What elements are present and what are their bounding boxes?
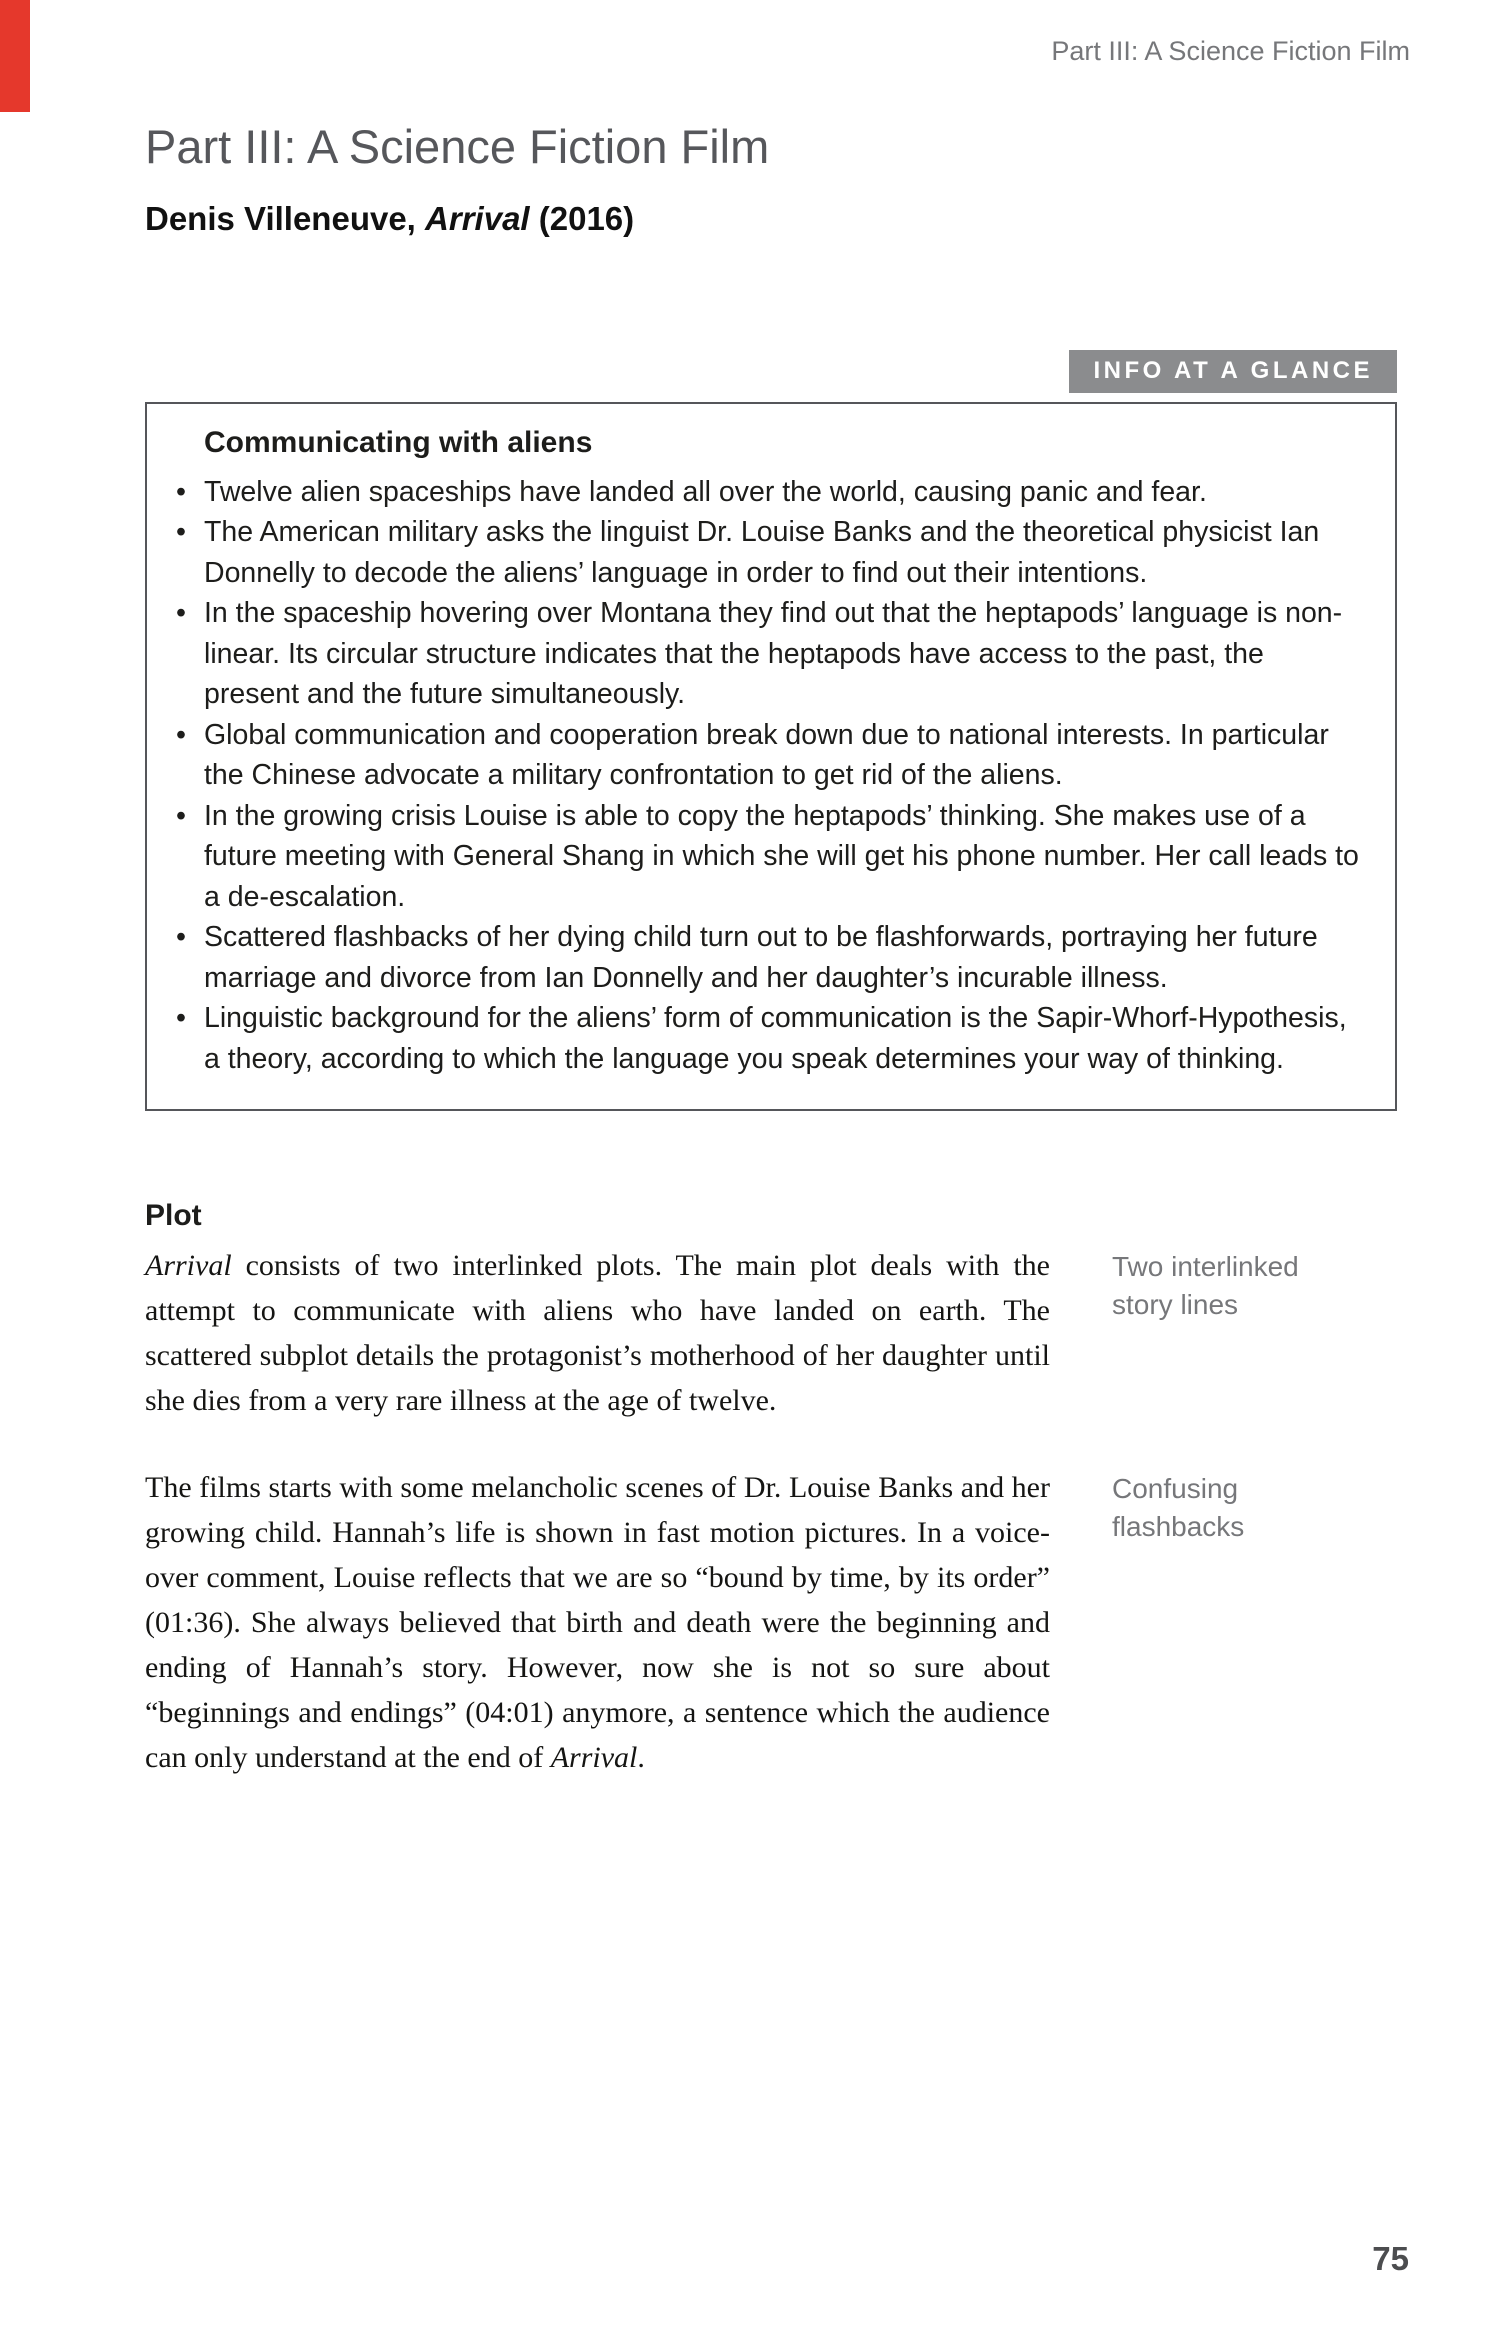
plot-paragraph-row <box>145 1465 1410 1780</box>
list-item: • Scattered flashbacks of her dying child turn out to be flashforwards, portraying her future marriage and divorce from Ian Donnelly and her daughter’s incurable illness. <box>174 917 1365 998</box>
margin-note: Confusing flashbacks <box>1112 1473 1245 1542</box>
plot-paragraph-2 <box>145 1465 1050 1780</box>
subtitle-film-title: Arrival <box>425 200 530 237</box>
info-tab-row <box>145 350 1410 393</box>
plot-heading: Plot <box>145 1199 202 1233</box>
page-edge-marker <box>0 0 30 112</box>
plot-paragraph-1 <box>145 1243 1050 1423</box>
list-item: • Linguistic background for the aliens’ form of communication is the Sapir-Whorf-Hypothesis, a theory, according to which the language you speak determines your way of thinking. <box>174 998 1365 1079</box>
plot-paragraph-row <box>145 1243 1410 1423</box>
page-content <box>0 36 1509 1780</box>
list-item: • The American military asks the linguist Dr. Louise Banks and the theoretical physicist Ian Donnelly to decode the aliens’ language in order to find out their intentions. <box>174 512 1365 593</box>
list-item: • Global communication and cooperation break down due to national interests. In particular the Chinese advocate a military confrontation to get rid of the aliens. <box>174 715 1365 796</box>
subtitle-suffix: (2016) <box>529 200 635 237</box>
paragraph-text: The films starts with some melancholic scenes of Dr. Louise Banks and her growing child. Hannah’s life is shown in fast motion pictures. In a voice-over comment, Louise reflects that we are so “bound by time, by its order” (01:36). She always believed that birth and death were the beginning and ending of Hannah’s story. However, now she is not so sure about “beginnings and endings” (04:01) anymore, a sentence which the audience can only understand at the end of <box>145 1471 1050 1775</box>
film-title-italic: Arrival <box>550 1741 638 1775</box>
plot-section <box>145 1199 1410 1780</box>
paragraph-text: consists of two interlinked plots. The main plot deals with the attempt to communicate with aliens who have landed on earth. The scattered subplot details the protagonist’s motherhood of her daughter until she dies from a very rare illness at the age of twelve. <box>145 1249 1050 1418</box>
chapter-subtitle <box>145 200 1410 238</box>
list-item: • In the growing crisis Louise is able to copy the heptapods’ thinking. She makes use of a future meeting with General Shang in which she will get his phone number. Her call leads to a de-escalation. <box>174 796 1365 917</box>
film-title-italic: Arrival <box>145 1249 232 1283</box>
paragraph-period: . <box>637 1741 645 1775</box>
list-item: • Twelve alien spaceships have landed all over the world, causing panic and fear. <box>174 472 1365 512</box>
info-at-a-glance-tab: INFO AT A GLANCE <box>1069 350 1397 393</box>
page-title: Part III: A Science Fiction Film <box>145 120 770 173</box>
info-box <box>145 402 1397 1111</box>
page-number: 75 <box>1372 2240 1409 2277</box>
margin-note: Two interlinked story lines <box>1112 1251 1299 1320</box>
list-item: • In the spaceship hovering over Montana they find out that the heptapods’ language is non-linear. Its circular structure indicates that the heptapods have access to the past, the present and the future simultaneously. <box>174 593 1365 714</box>
info-bullet-list <box>174 472 1365 1079</box>
running-header: Part III: A Science Fiction Film <box>1051 36 1410 66</box>
info-box-heading: Communicating with aliens <box>204 426 593 459</box>
subtitle-prefix: Denis Villeneuve, <box>145 200 426 237</box>
